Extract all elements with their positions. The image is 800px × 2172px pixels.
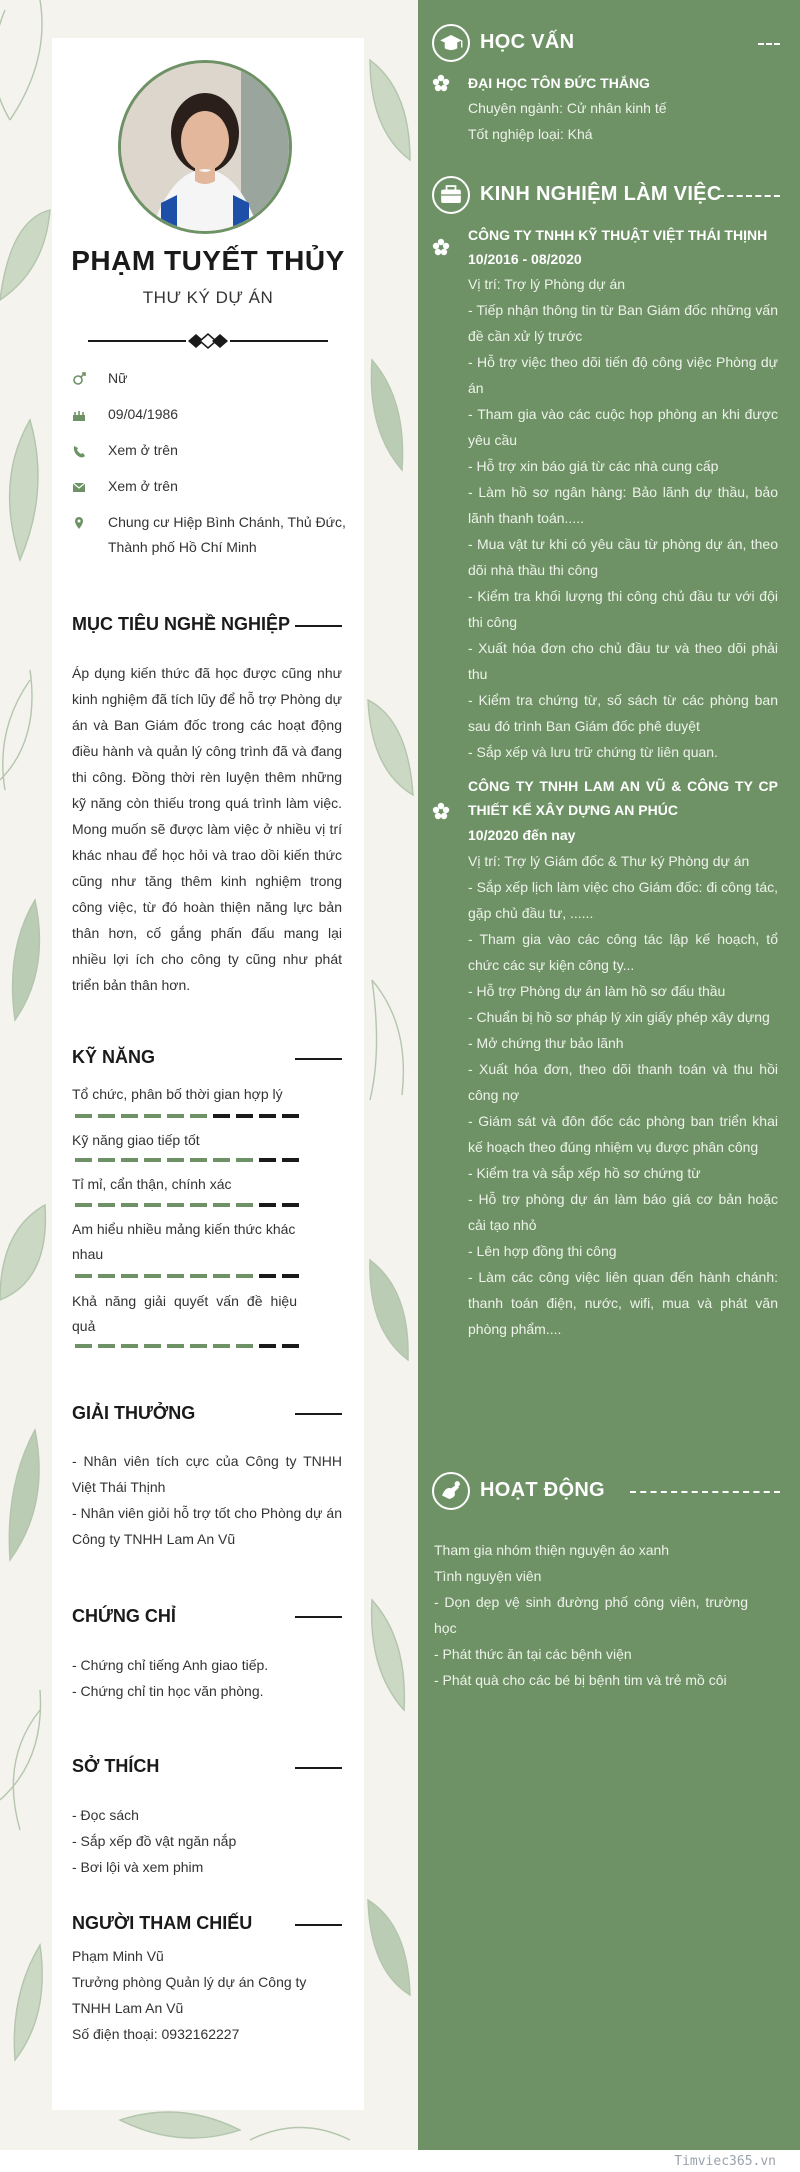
skill-segment [98,1344,115,1348]
location-pin-icon [72,516,86,530]
list-item: - Hỗ trợ Phòng dự án làm hồ sơ đấu thầu [468,983,726,999]
job-period: 10/2020 đến nay [468,827,576,843]
awards-title: GIẢI THƯỞNG [72,1403,196,1423]
skill-segment [190,1114,207,1118]
list-item: - Chứng chỉ tiếng Anh giao tiếp. [72,1657,269,1673]
dashed-line [630,1491,780,1493]
objective-text: Áp dụng kiến thức đã học được cũng như kinh nghiệm đã tích lũy để hỗ trợ Phòng dự án và Ban Giám đốc trong các hoạt động điều hành và quản lý công trình đã và đang thi công. Đồng thời rèn luyện thêm những kỹ năng còn thiếu trong quá trình làm việc. Mong muốn sẽ được làm việc ở nhiều vị trí khác nhau để học hỏi và trao dồi kiến thức cũng như tăng thêm kinh nghiệm trong công việc, từ đó hoàn thiện năng lực bản thân hơn, cố gắng phấn đấu mang lại nhiều lợi ích cho công ty cũng như phát triển bản thân hơn. [72,665,342,993]
activities-list [434,1537,748,1693]
list-item: - Bơi lội và xem phim [72,1859,204,1875]
skill-segment [282,1203,299,1207]
education-grade: Tốt nghiệp loại: Khá [468,126,593,142]
skills-title-line [295,1058,342,1060]
person-photo-icon [121,63,289,231]
skill-name: Khả năng giải quyết vấn đề hiệu quả [72,1293,297,1334]
job-position: Vị trí: Trợ lý Giám đốc & Thư ký Phòng dự án [468,853,750,869]
skill-segment [121,1203,138,1207]
skill-segment [75,1344,92,1348]
list-item: - Làm hồ sơ ngân hàng: Bảo lãnh dự thầu, bảo lãnh thanh toán..... [468,484,778,526]
skill-segment [98,1274,115,1278]
list-item: - Mua vật tư khi có yêu cầu từ phòng dự án, theo dõi nhà thầu thi công [468,536,778,578]
skill-segment [121,1344,138,1348]
list-item: - Làm các công việc liên quan đến hành chánh: thanh toán điện, nước, wifi, mua và phát văn phòng phẩm.... [468,1269,778,1337]
skill-segment [144,1344,161,1348]
skill-segment [190,1344,207,1348]
skill-segment [213,1203,230,1207]
skill-name: Tỉ mỉ, cẩn thận, chính xác [72,1176,232,1192]
list-item: - Lên hợp đồng thi công [468,1243,617,1259]
phone-value: Xem ở trên [108,442,178,458]
objective-title-line [295,625,342,627]
job-duties [468,297,778,765]
gender-icon [72,372,86,386]
job-company: CÔNG TY TNHH KỸ THUẬT VIỆT THÁI THỊNH [468,227,768,243]
skill-segment [236,1158,253,1162]
reference-name: Phạm Minh Vũ [72,1948,164,1964]
skill-segment [144,1114,161,1118]
list-item: - Hỗ trợ phòng dự án làm báo giá cơ bản hoặc cải tạo nhỏ [468,1191,778,1233]
avatar [118,60,292,234]
flower-bullet-icon [432,802,450,820]
job-period: 10/2016 - 08/2020 [468,251,582,267]
hobbies-title: SỞ THÍCH [72,1756,160,1776]
email-value: Xem ở trên [108,478,178,494]
job-position: Vị trí: Trợ lý Phòng dự án [468,276,626,292]
hobbies-title-line [295,1767,342,1769]
flower-bullet-icon [432,74,450,92]
skill-segment [236,1274,253,1278]
experience-header [432,176,782,216]
list-item: - Mở chứng thư bảo lãnh [468,1035,624,1051]
skill-segment [259,1274,276,1278]
reference-block [72,1943,342,2047]
cake-icon [72,408,86,422]
reference-position: Trưởng phòng Quản lý dự án Công ty TNHH Lam An Vũ [72,1974,307,2016]
skill-name: Tổ chức, phân bố thời gian hợp lý [72,1086,283,1102]
activities-header [432,1472,782,1512]
briefcase-icon [432,176,470,214]
skill-segment [144,1158,161,1162]
list-item: - Kiểm tra khối lượng thi công chủ đầu tư với đội thi công [468,588,778,630]
gender-value: Nữ [108,370,128,386]
skill-segment [282,1274,299,1278]
skill-segment [167,1203,184,1207]
dashed-line [718,195,780,197]
skill-segment [282,1344,299,1348]
list-item: - Sắp xếp lịch làm việc cho Giám đốc: đi công tác, gặp chủ đầu tư, ...... [468,879,778,921]
skill-segment [190,1158,207,1162]
skill-segment [75,1203,92,1207]
reference-phone: Số điện thoại: 0932162227 [72,2026,240,2042]
list-item: - Hỗ trợ việc theo dõi tiến độ công việc Phòng dự án [468,354,778,396]
skill-segment [259,1203,276,1207]
list-item: - Xuất hóa đơn, theo dõi thanh toán và thu hồi công nợ [468,1061,778,1103]
skill-segment [282,1114,299,1118]
certificates-list [72,1652,342,1704]
experience-title: KINH NGHIỆM LÀM VIỆC [480,183,722,205]
list-item: Tình nguyện viên [434,1568,542,1584]
skill-segment [213,1158,230,1162]
education-school: ĐẠI HỌC TÔN ĐỨC THẮNG [468,75,650,91]
list-item: Tham gia nhóm thiện nguyện áo xanh [434,1542,670,1558]
list-item: - Dọn dẹp vệ sinh đường phố công viên, trường học [434,1594,748,1636]
skills-title: KỸ NĂNG [72,1047,156,1067]
skill-level-bar [75,1344,300,1348]
education-title: HỌC VẤN [480,31,575,53]
objective-title: MỤC TIÊU NGHỀ NGHIỆP [72,614,291,634]
skill-segment [236,1114,253,1118]
skill-segment [236,1203,253,1207]
skill-segment [98,1203,115,1207]
list-item: - Phát quà cho các bé bị bệnh tim và trẻ mồ côi [434,1672,727,1688]
list-item: - Hỗ trợ xin báo giá từ các nhà cung cấp [468,458,719,474]
title-divider [88,333,328,349]
skill-segment [190,1203,207,1207]
footer [0,2150,800,2172]
flower-bullet-icon [432,238,450,256]
dashed-line [758,43,780,45]
skill-segment [75,1274,92,1278]
list-item: - Đọc sách [72,1807,139,1823]
skill-level-bar [75,1158,300,1162]
candidate-role: THƯ KÝ DỰ ÁN [142,288,274,307]
list-item: - Chứng chỉ tin học văn phòng. [72,1683,264,1699]
list-item: - Xuất hóa đơn cho chủ đầu tư và theo dõi phải thu [468,640,778,682]
skill-segment [121,1274,138,1278]
education-header [432,24,782,64]
address-value: Chung cư Hiệp Bình Chánh, Thủ Đức, Thành phố Hồ Chí Minh [108,514,346,555]
candidate-name: PHẠM TUYẾT THỦY [71,245,345,276]
skill-name: Kỹ năng giao tiếp tốt [72,1132,200,1148]
skill-segment [213,1114,230,1118]
list-item: - Chuẩn bị hồ sơ pháp lý xin giấy phép xây dựng [468,1009,770,1025]
certificates-title-line [295,1616,342,1618]
skill-segment [121,1114,138,1118]
skill-segment [75,1158,92,1162]
reference-title-line [295,1924,342,1926]
awards-list [72,1448,342,1552]
list-item: - Nhân viên tích cực của Công ty TNHH Việt Thái Thịnh [72,1453,342,1495]
skill-level-bar [75,1274,300,1278]
skill-segment [75,1114,92,1118]
list-item: - Nhân viên giỏi hỗ trợ tốt cho Phòng dự án Công ty TNHH Lam An Vũ [72,1505,342,1547]
skill-segment [282,1158,299,1162]
skill-level-bar [75,1203,300,1207]
hobbies-list [72,1802,342,1880]
skill-segment [213,1344,230,1348]
list-item: - Giám sát và đôn đốc các phòng ban triển khai kế hoạch theo đúng nhiệm vụ được phân công [468,1113,778,1155]
graduation-cap-icon [432,24,470,62]
skill-name: Am hiểu nhiều mảng kiến thức khác nhau [72,1221,296,1262]
list-item: - Sắp xếp và lưu trữ chứng từ liên quan. [468,744,718,760]
skill-segment [121,1158,138,1162]
skill-segment [259,1114,276,1118]
skill-segment [98,1158,115,1162]
skill-segment [259,1158,276,1162]
skill-segment [144,1203,161,1207]
activities-title: HOẠT ĐỘNG [480,1479,605,1501]
reference-title: NGƯỜI THAM CHIẾU [72,1913,253,1933]
list-item: - Kiểm tra chứng từ, số sách từ các phòng ban sau đó trình Ban Giám đốc phê duyệt [468,692,778,734]
envelope-icon [72,480,86,494]
skill-segment [190,1274,207,1278]
list-item: - Tham gia vào các cuộc họp phòng an khi được yêu cầu [468,406,778,448]
education-major: Chuyên ngành: Cử nhân kinh tế [468,100,667,116]
list-item: - Phát thức ăn tại các bệnh viện [434,1646,632,1662]
skill-segment [167,1274,184,1278]
watermark: Timviec365.vn [674,2154,776,2169]
list-item: - Sắp xếp đồ vật ngăn nắp [72,1833,237,1849]
skill-segment [98,1114,115,1118]
phone-icon [72,444,86,458]
activity-icon [432,1472,470,1510]
awards-title-line [295,1413,342,1415]
skill-segment [144,1274,161,1278]
skill-segment [167,1114,184,1118]
list-item: - Tham gia vào các công tác lập kế hoạch, tổ chức các sự kiện công ty... [468,931,778,973]
skill-segment [259,1344,276,1348]
job-duties [468,874,778,1342]
skill-segment [167,1158,184,1162]
birthday-value: 09/04/1986 [108,406,179,422]
certificates-title: CHỨNG CHỈ [72,1606,176,1626]
list-item: - Kiểm tra và sắp xếp hồ sơ chứng từ [468,1165,701,1181]
skill-segment [167,1344,184,1348]
skill-segment [213,1274,230,1278]
skill-level-bar [75,1114,300,1118]
list-item: - Tiếp nhận thông tin từ Ban Giám đốc những vấn đề cần xử lý trước [468,302,778,344]
job-company: CÔNG TY TNHH LAM AN VŨ & CÔNG TY CP THIẾT KẾ XÂY DỰNG AN PHÚC [468,778,778,818]
skill-segment [236,1344,253,1348]
